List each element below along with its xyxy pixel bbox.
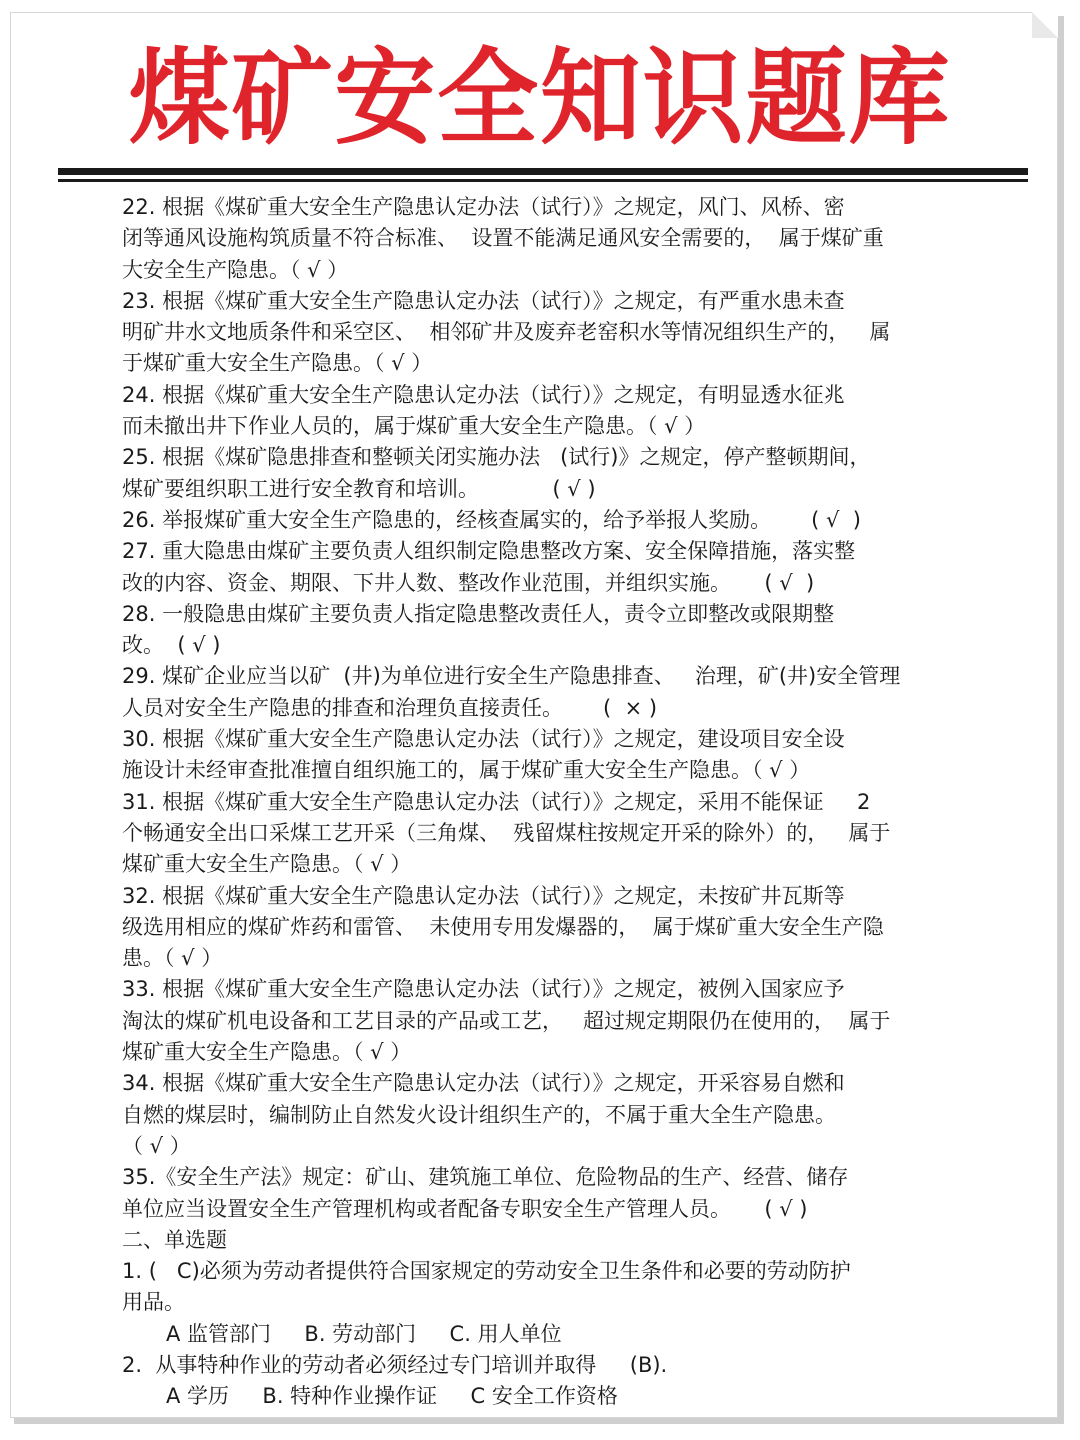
answer-options: A 学历 B. 特种作业操作证 C 安全工作资格 [166,1384,618,1409]
text-line: 而未撤出井下作业人员的，属于煤矿重大安全生产隐患。（ √ ） [122,414,706,439]
text-line: 明矿井水文地质条件和采空区、 相邻矿井及废弃老窑积水等情况组织生产的， 属 [122,320,891,345]
text-line: 个畅通安全出口采煤工艺开采（三角煤、 残留煤柱按规定开采的除外）的， 属于 [122,820,891,845]
text-line: 患。（ √ ） [122,946,223,971]
text-line: 1. ( C)必须为劳动者提供符合国家规定的劳动安全卫生条件和必要的劳动防护 [122,1259,851,1284]
text-line: 31. 根据《煤矿重大安全生产隐患认定办法（试行）》之规定，采用不能保证 2 [122,789,871,814]
text-line: 大安全生产隐患。（ √ ） [122,257,349,282]
text-line: 单位应当设置安全生产管理机构或者配备专职安全生产管理人员。 ( √ ) [122,1196,808,1221]
text-line: 30. 根据《煤矿重大安全生产隐患认定办法（试行）》之规定，建设项目安全设 [122,727,845,752]
answer-options: A 监管部门 B. 劳动部门 C. 用人单位 [166,1321,562,1346]
text-line: 改的内容、资金、期限、下井人数、整改作业范围，并组织实施。 ( √ ) [122,570,815,595]
text-line: 闭等通风设施构筑质量不符合标准、 设置不能满足通风安全需要的， 属于煤矿重 [122,226,884,251]
text-line: 22. 根据《煤矿重大安全生产隐患认定办法（试行）》之规定，风门、风桥、密 [122,195,845,219]
text-line: （ √ ） [122,1133,191,1158]
text-line: 35.《安全生产法》规定：矿山、建筑施工单位、危险物品的生产、经营、储存 [122,1165,849,1190]
title-rule-thin [58,179,1028,182]
text-line: 32. 根据《煤矿重大安全生产隐患认定办法（试行）》之规定，未按矿井瓦斯等 [122,883,845,908]
question-list [122,192,962,1413]
text-line: 级选用相应的煤矿炸药和雷管、 未使用专用发爆器的， 属于煤矿重大安全生产隐 [122,914,884,939]
text-line: 于煤矿重大安全生产隐患。（ √ ） [122,351,433,376]
text-line: 23. 根据《煤矿重大安全生产隐患认定办法（试行）》之规定，有严重水患未查 [122,288,845,313]
text-line: 改。 ( √ ) [122,633,221,658]
text-line: 自燃的煤层时，编制防止自然发火设计组织生产的，不属于重大全生产隐患。 [122,1102,836,1127]
text-line: 煤矿重大安全生产隐患。（ √ ） [122,852,412,877]
text-line: 淘汰的煤矿机电设备和工艺目录的产品或工艺， 超过规定期限仍在使用的， 属于 [122,1008,891,1033]
text-line: 33. 根据《煤矿重大安全生产隐患认定办法（试行）》之规定，被例入国家应予 [122,977,845,1002]
page-title: 煤矿安全知识题库 [128,37,952,159]
text-line: 28. 一般隐患由煤矿主要负责人指定隐患整改责任人，责令立即整改或限期整 [122,601,835,626]
text-line: 29. 煤矿企业应当以矿 (井)为单位进行安全生产隐患排查、 治理，矿(井)安全管理 [122,664,901,689]
text-line: 27. 重大隐患由煤矿主要负责人组织制定隐患整改方案、安全保障措施，落实整 [122,539,856,564]
text-line: 26. 举报煤矿重大安全生产隐患的，经核查属实的，给予举报人奖励。 ( √ ) [122,507,861,532]
text-line: 34. 根据《煤矿重大安全生产隐患认定办法（试行）》之规定，开采容易自燃和 [122,1071,845,1096]
text-line: 24. 根据《煤矿重大安全生产隐患认定办法（试行）》之规定，有明显透水征兆 [122,382,845,407]
text-line: 人员对安全生产隐患的排查和治理负直接责任。 ( × ) [122,695,658,720]
text-line: 25. 根据《煤矿隐患排查和整顿关闭实施办法 (试行)》之规定，停产整顿期间， [122,445,871,470]
text-line: 施设计未经审查批准擅自组织施工的，属于煤矿重大安全生产隐患。（ √ ） [122,758,811,783]
text-line: 煤矿重大安全生产隐患。（ √ ） [122,1040,412,1065]
section-heading: 二、单选题 [122,1227,227,1252]
text-line: 2. 从事特种作业的劳动者必须经过专门培训并取得 (B). [122,1352,668,1377]
title-rule-thick [58,168,1028,175]
page-curl [1032,12,1058,38]
text-line: 用品。 [122,1290,185,1315]
text-line: 煤矿要组织职工进行安全教育和培训。 ( √ ) [122,476,596,501]
